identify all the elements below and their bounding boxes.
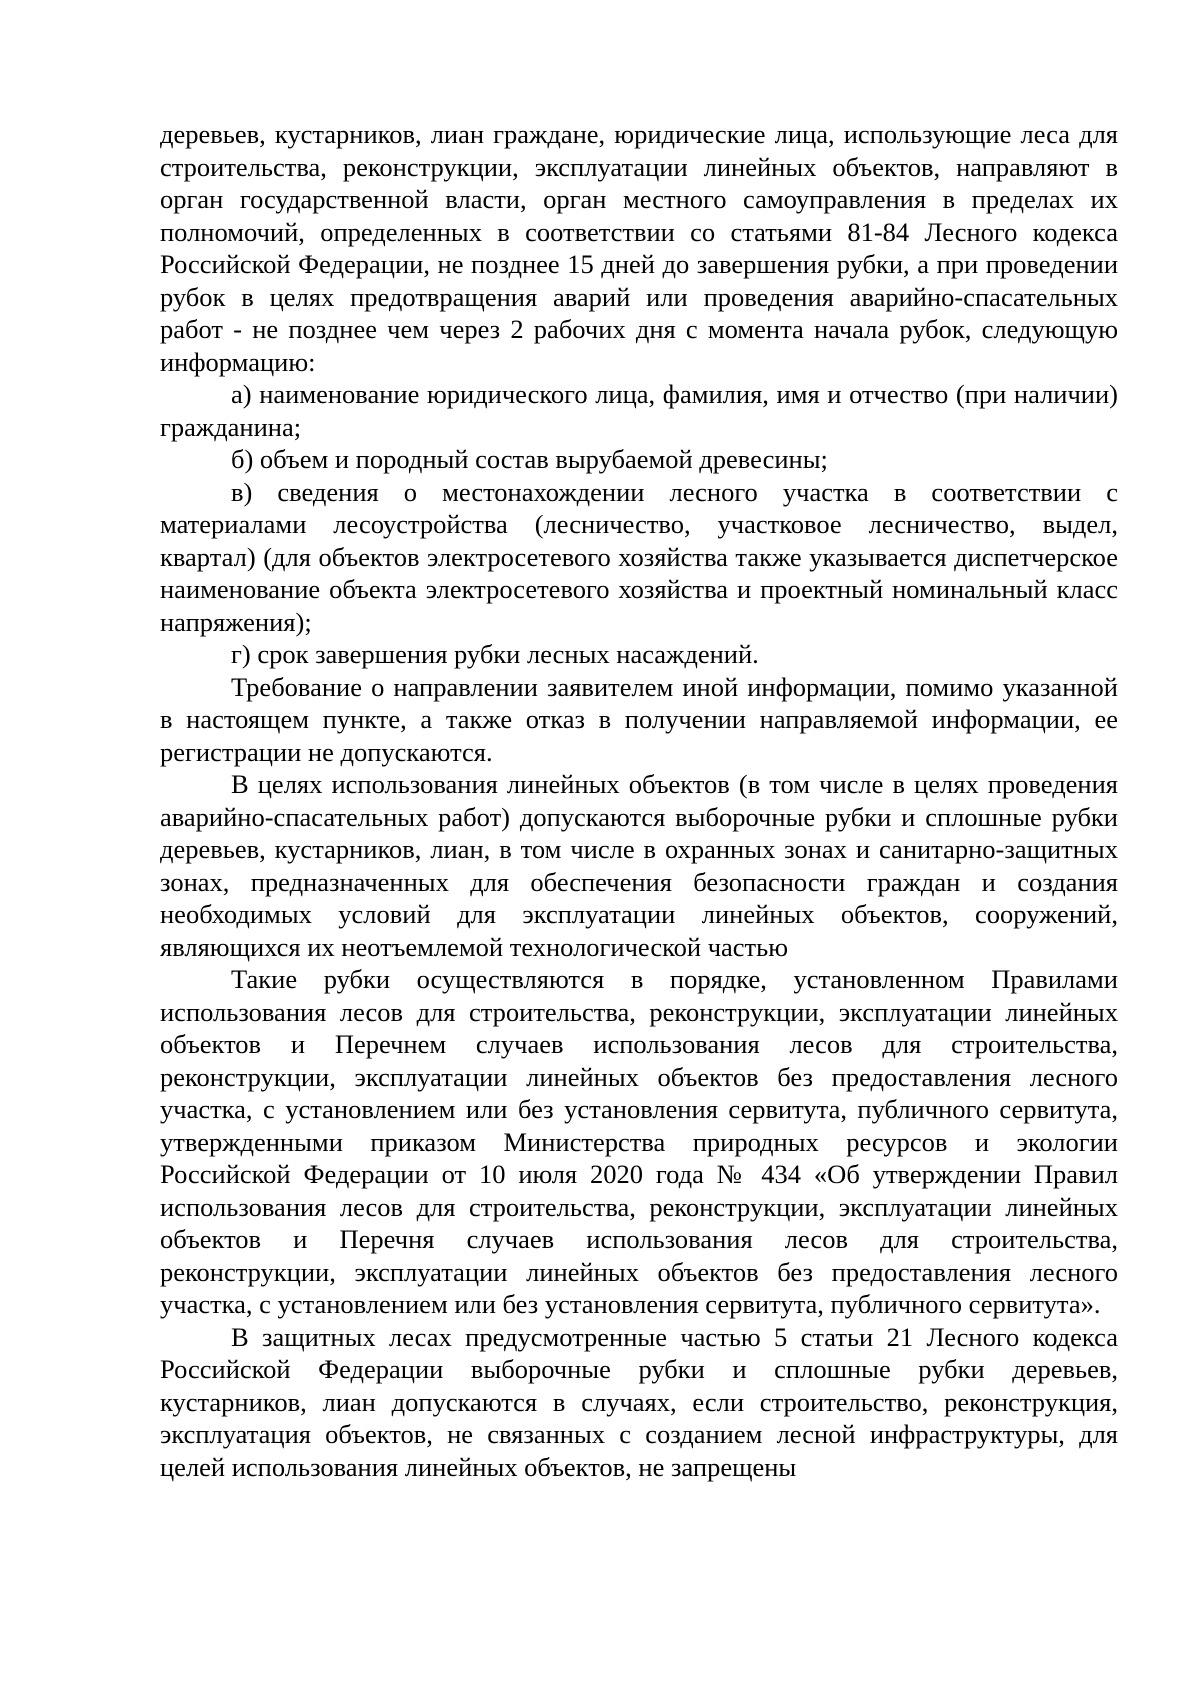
- paragraph-item-v: в) сведения о местонахождении лесного участка в соответствии с материалами лесоустройства (лесничество, участковое лесничество, выдел, квартал) (для объектов электросетевого хозяйства также указывается диспетчерское наименование объекта электросетевого хозяйства и проектный номинальный класс напряжения);: [160, 476, 1118, 637]
- paragraph-linear-objects: В целях использования линейных объектов (в том числе в целях проведения аварийно-спасательных работ) допускаются выборочные рубки и сплошные рубки деревьев, кустарников, лиан, в том числе в охранных зонах и санитарно-защитных зонах, предназначенных для обеспечения безопасности граждан и создания необходимых условий для эксплуатации линейных объектов, сооружений, являющихся их неотъемлемой технологической частью: [160, 769, 1118, 962]
- paragraph-requirement: Требование о направлении заявителем иной информации, помимо указанной в настоящем пункте, а также отказ в получении направляемой информации, ее регистрации не допускаются.: [160, 671, 1118, 767]
- paragraph-continuation: деревьев, кустарников, лиан граждане, юридические лица, использующие леса для строительства, реконструкции, эксплуатации линейных объектов, направляют в орган государственной власти, орган местного самоуправления в пределах их полномочий, определенных в соответствии со статьями 81-84 Лесного кодекса Российской Федерации, не позднее 15 дней до завершения рубки, а при проведении рубок в целях предотвращения аварий или проведения аварийно-спасательных работ - не позднее чем через 2 рабочих дня с момента начала рубок, следующую информацию:: [160, 119, 1118, 377]
- document-page: [160, 118, 1118, 1483]
- paragraph-item-a: а) наименование юридического лица, фамилия, имя и отчество (при наличии) гражданина;: [160, 379, 1118, 442]
- paragraph-item-b: б) объем и породный состав вырубаемой древесины;: [231, 444, 828, 474]
- paragraph-protective-forests: В защитных лесах предусмотренные частью 5 статьи 21 Лесного кодекса Российской Федерации выборочные рубки и сплошные рубки деревьев, кустарников, лиан допускаются в случаях, если строительство, реконструкция, эксплуатация объектов, не связанных с созданием лесной инфраструктуры, для целей использования линейных объектов, не запрещены: [160, 1321, 1118, 1482]
- paragraph-item-g: г) срок завершения рубки лесных насаждений.: [231, 639, 759, 669]
- paragraph-order-of-cutting: Такие рубки осуществляются в порядке, установленном Правилами использования лесов для строительства, реконструкции, эксплуатации линейных объектов и Перечнем случаев использования лесов для строительства, реконструкции, эксплуатации линейных объектов без предоставления лесного участка, с установлением или без установления сервитута, публичного сервитута, утвержденными приказом Министерства природных ресурсов и экологии Российской Федерации от 10 июля 2020 года № 434 «Об утверждении Правил использования лесов для строительства, реконструкции, эксплуатации линейных объектов и Перечня случаев использования лесов для строительства, реконструкции, эксплуатации линейных объектов без предоставления лесного участка, с установлением или без установления сервитута, публичного сервитута».: [160, 964, 1118, 1319]
